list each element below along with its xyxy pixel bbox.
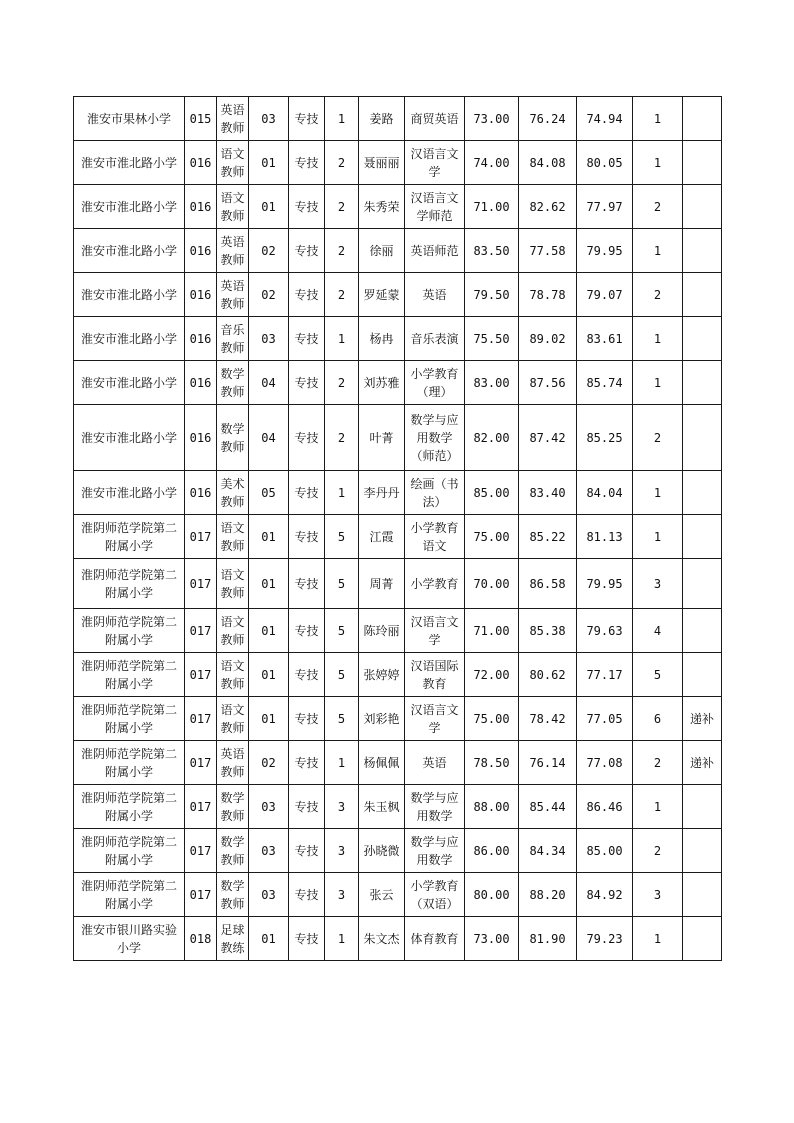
total-score-cell: 86.46 — [577, 785, 633, 829]
written-score-cell: 75.00 — [465, 697, 519, 741]
note-cell — [683, 471, 722, 515]
candidate-name-cell: 杨佩佩 — [359, 741, 405, 785]
candidate-name-cell: 朱玉枫 — [359, 785, 405, 829]
school-code-cell: 016 — [185, 405, 217, 471]
note-cell — [683, 185, 722, 229]
major-cell: 音乐表演 — [405, 317, 465, 361]
written-score-cell: 75.00 — [465, 515, 519, 559]
rank-cell: 1 — [633, 317, 683, 361]
school-cell: 淮安市淮北路小学 — [74, 471, 185, 515]
table-row — [74, 741, 722, 785]
post-code-cell: 04 — [249, 361, 289, 405]
total-score-cell: 77.08 — [577, 741, 633, 785]
post-code-cell: 01 — [249, 653, 289, 697]
interview-score-cell: 78.78 — [519, 273, 577, 317]
quota-cell: 5 — [325, 653, 359, 697]
quota-cell: 3 — [325, 873, 359, 917]
school-cell: 淮阴师范学院第二附属小学 — [74, 697, 185, 741]
post-type-cell: 专技 — [289, 785, 325, 829]
written-score-cell: 80.00 — [465, 873, 519, 917]
table-row — [74, 141, 722, 185]
school-cell: 淮安市淮北路小学 — [74, 273, 185, 317]
school-cell: 淮安市淮北路小学 — [74, 185, 185, 229]
rank-cell: 2 — [633, 829, 683, 873]
post-type-cell: 专技 — [289, 97, 325, 141]
interview-score-cell: 81.90 — [519, 917, 577, 961]
post-cell: 语文教师 — [217, 609, 249, 653]
note-cell — [683, 785, 722, 829]
major-cell: 数学与应用数学（师范） — [405, 405, 465, 471]
post-code-cell: 02 — [249, 741, 289, 785]
written-score-cell: 83.00 — [465, 361, 519, 405]
note-cell — [683, 97, 722, 141]
school-cell: 淮阴师范学院第二附属小学 — [74, 829, 185, 873]
post-code-cell: 01 — [249, 697, 289, 741]
major-cell: 小学教育 — [405, 559, 465, 609]
interview-score-cell: 84.34 — [519, 829, 577, 873]
table-row — [74, 317, 722, 361]
note-cell — [683, 273, 722, 317]
quota-cell: 2 — [325, 141, 359, 185]
table-row — [74, 873, 722, 917]
school-code-cell: 017 — [185, 873, 217, 917]
post-code-cell: 01 — [249, 141, 289, 185]
post-type-cell: 专技 — [289, 141, 325, 185]
rank-cell: 1 — [633, 141, 683, 185]
candidate-name-cell: 朱秀荣 — [359, 185, 405, 229]
school-cell: 淮安市淮北路小学 — [74, 405, 185, 471]
total-score-cell: 84.92 — [577, 873, 633, 917]
note-cell — [683, 361, 722, 405]
post-type-cell: 专技 — [289, 471, 325, 515]
post-cell: 语文教师 — [217, 559, 249, 609]
written-score-cell: 85.00 — [465, 471, 519, 515]
total-score-cell: 77.97 — [577, 185, 633, 229]
written-score-cell: 88.00 — [465, 785, 519, 829]
interview-score-cell: 85.22 — [519, 515, 577, 559]
total-score-cell: 79.07 — [577, 273, 633, 317]
candidate-name-cell: 朱文杰 — [359, 917, 405, 961]
interview-score-cell: 87.42 — [519, 405, 577, 471]
interview-score-cell: 89.02 — [519, 317, 577, 361]
quota-cell: 3 — [325, 829, 359, 873]
rank-cell: 1 — [633, 97, 683, 141]
candidate-name-cell: 刘苏雅 — [359, 361, 405, 405]
school-code-cell: 017 — [185, 741, 217, 785]
post-code-cell: 04 — [249, 405, 289, 471]
school-code-cell: 016 — [185, 141, 217, 185]
school-cell: 淮阴师范学院第二附属小学 — [74, 873, 185, 917]
rank-cell: 5 — [633, 653, 683, 697]
post-code-cell: 01 — [249, 515, 289, 559]
post-type-cell: 专技 — [289, 185, 325, 229]
major-cell: 汉语言文学 — [405, 609, 465, 653]
major-cell: 英语师范 — [405, 229, 465, 273]
major-cell: 小学教育（双语） — [405, 873, 465, 917]
rank-cell: 1 — [633, 361, 683, 405]
written-score-cell: 71.00 — [465, 609, 519, 653]
post-type-cell: 专技 — [289, 405, 325, 471]
rank-cell: 1 — [633, 229, 683, 273]
post-cell: 数学教师 — [217, 405, 249, 471]
post-cell: 语文教师 — [217, 697, 249, 741]
school-code-cell: 017 — [185, 559, 217, 609]
quota-cell: 1 — [325, 917, 359, 961]
interview-score-cell: 87.56 — [519, 361, 577, 405]
post-type-cell: 专技 — [289, 697, 325, 741]
written-score-cell: 74.00 — [465, 141, 519, 185]
school-code-cell: 015 — [185, 97, 217, 141]
rank-cell: 1 — [633, 785, 683, 829]
interview-score-cell: 82.62 — [519, 185, 577, 229]
interview-score-cell: 88.20 — [519, 873, 577, 917]
interview-score-cell: 84.08 — [519, 141, 577, 185]
rank-cell: 1 — [633, 917, 683, 961]
candidate-name-cell: 李丹丹 — [359, 471, 405, 515]
quota-cell: 2 — [325, 361, 359, 405]
major-cell: 绘画（书法） — [405, 471, 465, 515]
quota-cell: 5 — [325, 559, 359, 609]
rank-cell: 2 — [633, 405, 683, 471]
candidate-name-cell: 徐丽 — [359, 229, 405, 273]
table-row — [74, 917, 722, 961]
rank-cell: 3 — [633, 873, 683, 917]
major-cell: 商贸英语 — [405, 97, 465, 141]
table-row — [74, 361, 722, 405]
total-score-cell: 79.95 — [577, 229, 633, 273]
written-score-cell: 70.00 — [465, 559, 519, 609]
major-cell: 小学教育（理） — [405, 361, 465, 405]
school-cell: 淮安市淮北路小学 — [74, 317, 185, 361]
post-code-cell: 01 — [249, 917, 289, 961]
table-row — [74, 609, 722, 653]
candidate-name-cell: 罗延蒙 — [359, 273, 405, 317]
post-code-cell: 03 — [249, 873, 289, 917]
quota-cell: 5 — [325, 697, 359, 741]
school-cell: 淮安市淮北路小学 — [74, 141, 185, 185]
quota-cell: 2 — [325, 185, 359, 229]
post-code-cell: 02 — [249, 273, 289, 317]
rank-cell: 1 — [633, 471, 683, 515]
quota-cell: 2 — [325, 405, 359, 471]
written-score-cell: 73.00 — [465, 917, 519, 961]
school-code-cell: 017 — [185, 515, 217, 559]
written-score-cell: 75.50 — [465, 317, 519, 361]
note-cell — [683, 515, 722, 559]
school-code-cell: 017 — [185, 653, 217, 697]
total-score-cell: 77.05 — [577, 697, 633, 741]
written-score-cell: 82.00 — [465, 405, 519, 471]
school-code-cell: 017 — [185, 785, 217, 829]
post-type-cell: 专技 — [289, 229, 325, 273]
school-code-cell: 018 — [185, 917, 217, 961]
note-cell — [683, 829, 722, 873]
interview-score-cell: 76.14 — [519, 741, 577, 785]
post-code-cell: 01 — [249, 559, 289, 609]
candidate-name-cell: 陈玲丽 — [359, 609, 405, 653]
quota-cell: 3 — [325, 785, 359, 829]
major-cell: 英语 — [405, 741, 465, 785]
results-table — [73, 96, 722, 961]
total-score-cell: 85.25 — [577, 405, 633, 471]
major-cell: 数学与应用数学 — [405, 829, 465, 873]
post-code-cell: 01 — [249, 609, 289, 653]
school-cell: 淮安市淮北路小学 — [74, 361, 185, 405]
post-code-cell: 02 — [249, 229, 289, 273]
school-code-cell: 017 — [185, 609, 217, 653]
note-cell — [683, 141, 722, 185]
candidate-name-cell: 孙晓微 — [359, 829, 405, 873]
table-row — [74, 273, 722, 317]
post-type-cell: 专技 — [289, 873, 325, 917]
post-cell: 美术教师 — [217, 471, 249, 515]
school-code-cell: 016 — [185, 229, 217, 273]
post-cell: 英语教师 — [217, 741, 249, 785]
rank-cell: 2 — [633, 185, 683, 229]
note-cell — [683, 609, 722, 653]
post-cell: 语文教师 — [217, 653, 249, 697]
results-table-body — [74, 97, 722, 961]
written-score-cell: 71.00 — [465, 185, 519, 229]
total-score-cell: 81.13 — [577, 515, 633, 559]
post-cell: 语文教师 — [217, 185, 249, 229]
table-row — [74, 405, 722, 471]
rank-cell: 1 — [633, 515, 683, 559]
post-cell: 数学教师 — [217, 829, 249, 873]
school-cell: 淮安市银川路实验小学 — [74, 917, 185, 961]
post-cell: 英语教师 — [217, 273, 249, 317]
written-score-cell: 78.50 — [465, 741, 519, 785]
major-cell: 汉语国际教育 — [405, 653, 465, 697]
quota-cell: 2 — [325, 229, 359, 273]
total-score-cell: 79.95 — [577, 559, 633, 609]
table-row — [74, 229, 722, 273]
post-type-cell: 专技 — [289, 609, 325, 653]
note-cell: 递补 — [683, 741, 722, 785]
note-cell — [683, 917, 722, 961]
table-row — [74, 785, 722, 829]
major-cell: 汉语言文学 — [405, 141, 465, 185]
total-score-cell: 80.05 — [577, 141, 633, 185]
interview-score-cell: 85.44 — [519, 785, 577, 829]
rank-cell: 2 — [633, 273, 683, 317]
total-score-cell: 79.63 — [577, 609, 633, 653]
table-row — [74, 471, 722, 515]
school-cell: 淮阴师范学院第二附属小学 — [74, 785, 185, 829]
rank-cell: 2 — [633, 741, 683, 785]
total-score-cell: 83.61 — [577, 317, 633, 361]
rank-cell: 6 — [633, 697, 683, 741]
quota-cell: 1 — [325, 317, 359, 361]
post-code-cell: 03 — [249, 317, 289, 361]
note-cell — [683, 873, 722, 917]
post-code-cell: 03 — [249, 97, 289, 141]
school-cell: 淮安市淮北路小学 — [74, 229, 185, 273]
interview-score-cell: 83.40 — [519, 471, 577, 515]
quota-cell: 5 — [325, 609, 359, 653]
post-type-cell: 专技 — [289, 317, 325, 361]
candidate-name-cell: 叶菁 — [359, 405, 405, 471]
post-code-cell: 05 — [249, 471, 289, 515]
total-score-cell: 77.17 — [577, 653, 633, 697]
interview-score-cell: 86.58 — [519, 559, 577, 609]
rank-cell: 4 — [633, 609, 683, 653]
school-cell: 淮阴师范学院第二附属小学 — [74, 515, 185, 559]
major-cell: 英语 — [405, 273, 465, 317]
post-type-cell: 专技 — [289, 741, 325, 785]
quota-cell: 5 — [325, 515, 359, 559]
interview-score-cell: 85.38 — [519, 609, 577, 653]
candidate-name-cell: 张婷婷 — [359, 653, 405, 697]
total-score-cell: 74.94 — [577, 97, 633, 141]
table-row — [74, 97, 722, 141]
total-score-cell: 84.04 — [577, 471, 633, 515]
written-score-cell: 79.50 — [465, 273, 519, 317]
table-row — [74, 653, 722, 697]
post-code-cell: 03 — [249, 785, 289, 829]
post-type-cell: 专技 — [289, 273, 325, 317]
candidate-name-cell: 江霞 — [359, 515, 405, 559]
written-score-cell: 73.00 — [465, 97, 519, 141]
quota-cell: 1 — [325, 741, 359, 785]
school-code-cell: 017 — [185, 829, 217, 873]
school-cell: 淮阴师范学院第二附属小学 — [74, 653, 185, 697]
post-type-cell: 专技 — [289, 559, 325, 609]
candidate-name-cell: 聂丽丽 — [359, 141, 405, 185]
table-row — [74, 515, 722, 559]
post-code-cell: 03 — [249, 829, 289, 873]
school-code-cell: 016 — [185, 273, 217, 317]
total-score-cell: 85.00 — [577, 829, 633, 873]
school-code-cell: 016 — [185, 361, 217, 405]
written-score-cell: 86.00 — [465, 829, 519, 873]
major-cell: 数学与应用数学 — [405, 785, 465, 829]
table-row — [74, 829, 722, 873]
post-type-cell: 专技 — [289, 653, 325, 697]
post-cell: 英语教师 — [217, 97, 249, 141]
post-cell: 语文教师 — [217, 141, 249, 185]
school-cell: 淮阴师范学院第二附属小学 — [74, 559, 185, 609]
post-type-cell: 专技 — [289, 361, 325, 405]
post-cell: 足球教练 — [217, 917, 249, 961]
interview-score-cell: 80.62 — [519, 653, 577, 697]
interview-score-cell: 76.24 — [519, 97, 577, 141]
table-row — [74, 697, 722, 741]
table-row — [74, 559, 722, 609]
post-cell: 音乐教师 — [217, 317, 249, 361]
major-cell: 汉语言文学 — [405, 697, 465, 741]
school-cell: 淮安市果林小学 — [74, 97, 185, 141]
school-cell: 淮阴师范学院第二附属小学 — [74, 609, 185, 653]
major-cell: 体育教育 — [405, 917, 465, 961]
candidate-name-cell: 刘彩艳 — [359, 697, 405, 741]
post-cell: 数学教师 — [217, 873, 249, 917]
note-cell — [683, 653, 722, 697]
total-score-cell: 79.23 — [577, 917, 633, 961]
note-cell — [683, 405, 722, 471]
note-cell — [683, 317, 722, 361]
post-cell: 语文教师 — [217, 515, 249, 559]
table-row — [74, 185, 722, 229]
post-type-cell: 专技 — [289, 515, 325, 559]
interview-score-cell: 78.42 — [519, 697, 577, 741]
post-cell: 数学教师 — [217, 361, 249, 405]
major-cell: 汉语言文学师范 — [405, 185, 465, 229]
written-score-cell: 83.50 — [465, 229, 519, 273]
school-code-cell: 016 — [185, 317, 217, 361]
interview-score-cell: 77.58 — [519, 229, 577, 273]
school-cell: 淮阴师范学院第二附属小学 — [74, 741, 185, 785]
quota-cell: 2 — [325, 273, 359, 317]
post-code-cell: 01 — [249, 185, 289, 229]
school-code-cell: 016 — [185, 185, 217, 229]
candidate-name-cell: 周菁 — [359, 559, 405, 609]
school-code-cell: 017 — [185, 697, 217, 741]
written-score-cell: 72.00 — [465, 653, 519, 697]
quota-cell: 1 — [325, 97, 359, 141]
note-cell — [683, 229, 722, 273]
candidate-name-cell: 杨冉 — [359, 317, 405, 361]
post-type-cell: 专技 — [289, 829, 325, 873]
quota-cell: 1 — [325, 471, 359, 515]
candidate-name-cell: 张云 — [359, 873, 405, 917]
rank-cell: 3 — [633, 559, 683, 609]
post-type-cell: 专技 — [289, 917, 325, 961]
post-cell: 数学教师 — [217, 785, 249, 829]
post-cell: 英语教师 — [217, 229, 249, 273]
total-score-cell: 85.74 — [577, 361, 633, 405]
major-cell: 小学教育语文 — [405, 515, 465, 559]
candidate-name-cell: 姜路 — [359, 97, 405, 141]
note-cell: 递补 — [683, 697, 722, 741]
school-code-cell: 016 — [185, 471, 217, 515]
note-cell — [683, 559, 722, 609]
